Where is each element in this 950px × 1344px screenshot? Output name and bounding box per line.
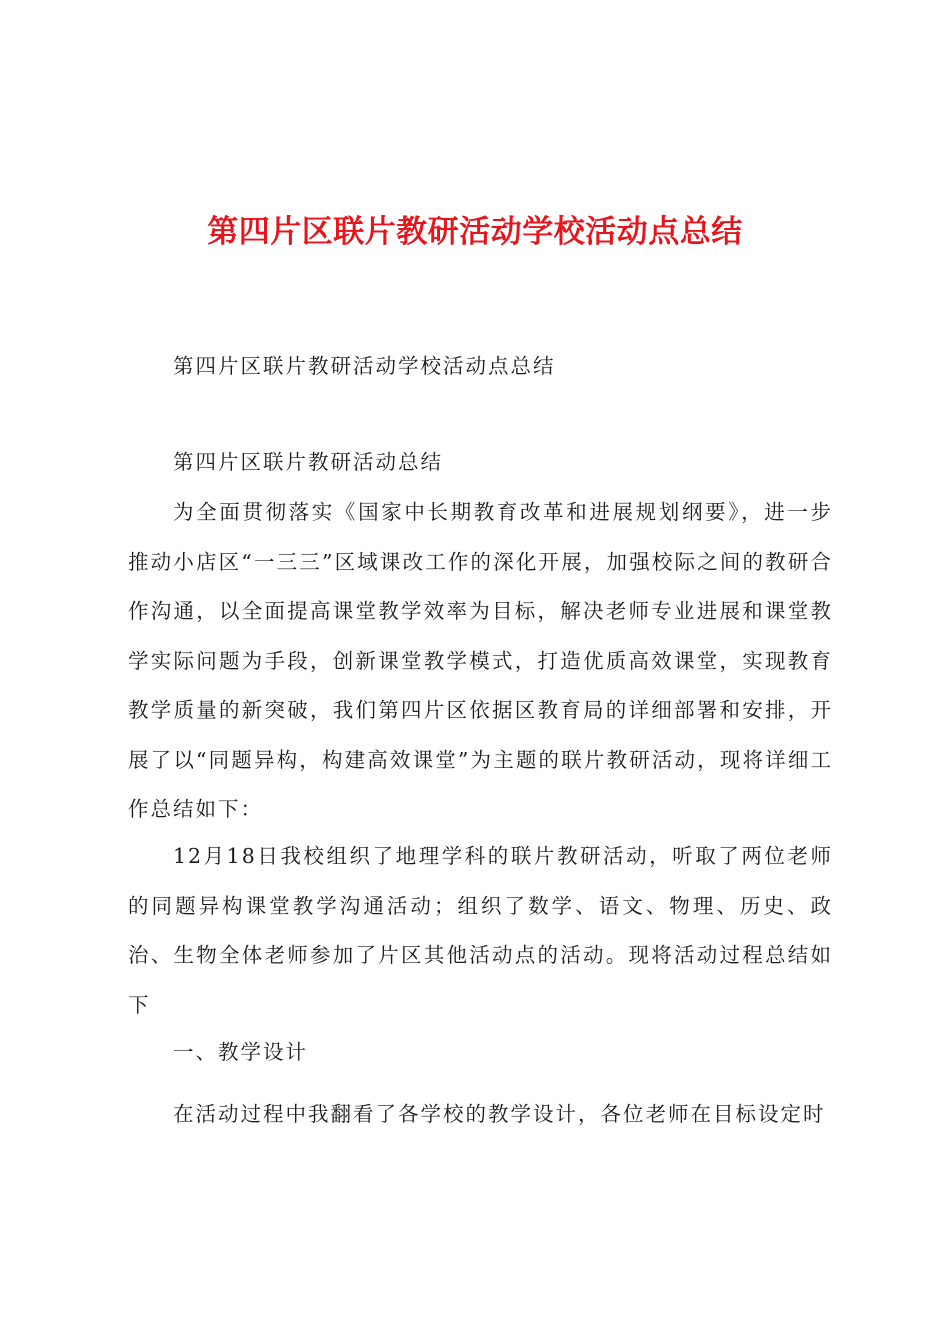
section-title: 第四片区联片教研活动总结: [173, 450, 443, 474]
body-paragraph: 12月18日我校组织了地理学科的联片教研活动，听取了两位老师的同题异构课堂教学沟通活动；组织了数学、语文、物理、历史、政治、生物全体老师参加了片区其他活动点的活动。现将活动过程总结如下: [128, 844, 833, 1017]
section-heading: 一、教学设计: [173, 1040, 308, 1064]
body-paragraph: 在活动过程中我翻看了各学校的教学设计，各位老师在目标设定时: [173, 1102, 826, 1126]
document-subtitle: 第四片区联片教研活动学校活动点总结: [173, 354, 556, 378]
document-title: 第四片区联片教研活动学校活动点总结: [207, 214, 743, 250]
body-paragraph: 为全面贯彻落实《国家中长期教育改革和进展规划纲要》，进一步推动小店区“一三三”区域课改工作的深化开展，加强校际之间的教研合作沟通，以全面提高课堂教学效率为目标，解决老师专业进展和课堂教学实际问题为手段，创新课堂教学模式，打造优质高效课堂，实现教育教学质量的新突破，我们第四片区依据区教育局的详细部署和安排，开展了以“同题异构，构建高效课堂”为主题的联片教研活动，现将详细工作总结如下：: [128, 500, 833, 821]
